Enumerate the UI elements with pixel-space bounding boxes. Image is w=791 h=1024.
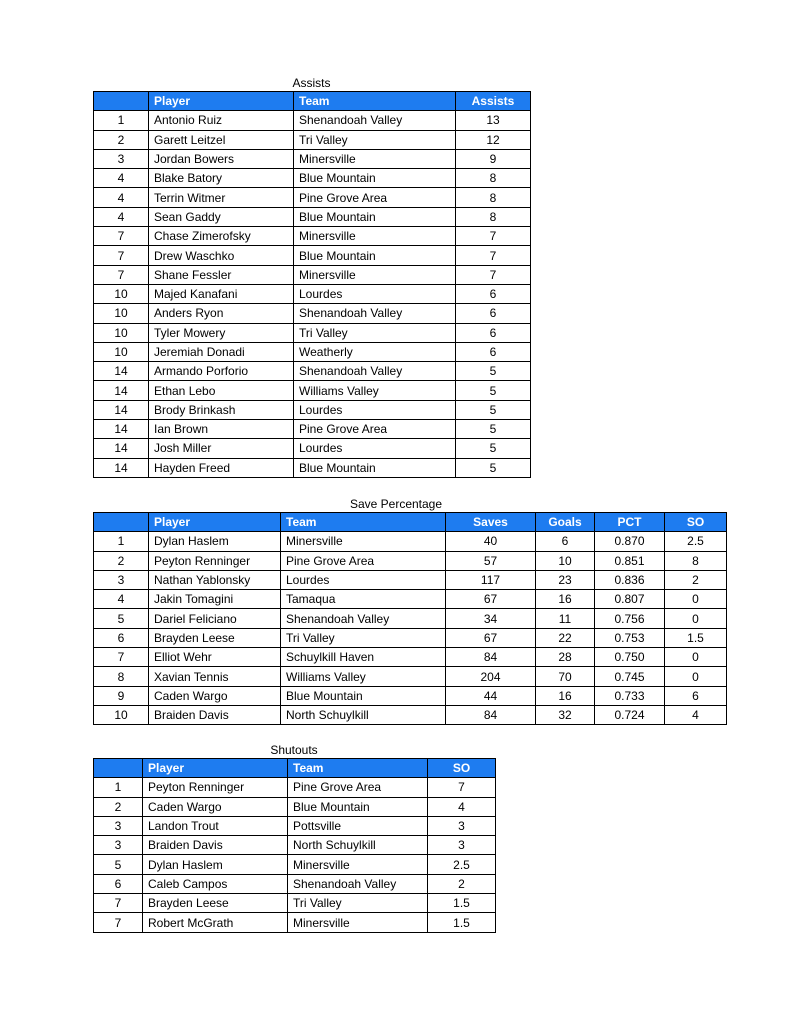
table-row (94, 149, 531, 168)
column-header-player: Player (143, 759, 288, 778)
cell-assists: 7 (456, 227, 531, 246)
cell-rank: 5 (94, 855, 143, 874)
cell-assists: 6 (456, 323, 531, 342)
cell-assists: 8 (456, 169, 531, 188)
cell-saves: 84 (446, 705, 536, 724)
cell-team: Minersville (281, 532, 446, 551)
cell-rank: 2 (94, 130, 149, 149)
cell-saves: 40 (446, 532, 536, 551)
table-row (94, 590, 727, 609)
column-header-team: Team (294, 92, 456, 111)
cell-team: Blue Mountain (294, 169, 456, 188)
cell-player: Tyler Mowery (149, 323, 294, 342)
cell-player: Nathan Yablonsky (149, 570, 281, 589)
table-row (94, 111, 531, 130)
table-row (94, 874, 496, 893)
cell-team: Lourdes (294, 400, 456, 419)
column-header-rank (94, 759, 143, 778)
cell-so: 3 (428, 816, 496, 835)
cell-player: Ethan Lebo (149, 381, 294, 400)
cell-team: Pine Grove Area (281, 551, 446, 570)
cell-rank: 10 (94, 323, 149, 342)
table-row (94, 130, 531, 149)
cell-assists: 9 (456, 149, 531, 168)
table-row (94, 284, 531, 303)
cell-rank: 10 (94, 284, 149, 303)
cell-player: Antonio Ruiz (149, 111, 294, 130)
cell-team: Weatherly (294, 342, 456, 361)
cell-so: 3 (428, 836, 496, 855)
cell-player: Brayden Leese (143, 894, 288, 913)
table-row (94, 551, 727, 570)
cell-goals: 6 (536, 532, 595, 551)
cell-so: 0 (665, 667, 727, 686)
cell-team: North Schuylkill (288, 836, 428, 855)
cell-so: 0 (665, 609, 727, 628)
table-row (94, 894, 496, 913)
cell-player: Chase Zimerofsky (149, 227, 294, 246)
cell-assists: 8 (456, 207, 531, 226)
column-header-team: Team (288, 759, 428, 778)
table-row (94, 207, 531, 226)
column-header-so: SO (428, 759, 496, 778)
cell-goals: 11 (536, 609, 595, 628)
cell-team: Shenandoah Valley (288, 874, 428, 893)
cell-team: Blue Mountain (294, 458, 456, 477)
cell-team: Tri Valley (294, 323, 456, 342)
cell-rank: 1 (94, 778, 143, 797)
cell-goals: 10 (536, 551, 595, 570)
cell-player: Caden Wargo (149, 686, 281, 705)
cell-rank: 4 (94, 169, 149, 188)
cell-player: Garett Leitzel (149, 130, 294, 149)
cell-player: Brayden Leese (149, 628, 281, 647)
cell-team: Shenandoah Valley (281, 609, 446, 628)
table-row (94, 648, 727, 667)
cell-team: Minersville (294, 149, 456, 168)
assists-title: Assists (292, 76, 331, 90)
cell-team: Blue Mountain (294, 246, 456, 265)
cell-player: Josh Miller (149, 439, 294, 458)
cell-pct: 0.851 (595, 551, 665, 570)
cell-player: Drew Waschko (149, 246, 294, 265)
save-percentage-section (93, 497, 705, 725)
cell-team: Williams Valley (294, 381, 456, 400)
cell-rank: 8 (94, 667, 149, 686)
cell-rank: 3 (94, 836, 143, 855)
cell-goals: 22 (536, 628, 595, 647)
table-row (94, 628, 727, 647)
cell-saves: 67 (446, 628, 536, 647)
cell-assists: 5 (456, 458, 531, 477)
cell-so: 8 (665, 551, 727, 570)
cell-player: Robert McGrath (143, 913, 288, 932)
cell-pct: 0.724 (595, 705, 665, 724)
cell-team: Blue Mountain (281, 686, 446, 705)
table-row (94, 667, 727, 686)
cell-player: Dariel Feliciano (149, 609, 281, 628)
cell-team: Blue Mountain (288, 797, 428, 816)
cell-assists: 5 (456, 420, 531, 439)
cell-goals: 28 (536, 648, 595, 667)
column-header-pct: PCT (595, 513, 665, 532)
table-row (94, 855, 496, 874)
shutouts-header-row (94, 759, 496, 778)
cell-team: Minersville (288, 913, 428, 932)
table-row (94, 323, 531, 342)
table-row (94, 304, 531, 323)
cell-team: Pottsville (288, 816, 428, 835)
cell-rank: 6 (94, 628, 149, 647)
cell-player: Xavian Tennis (149, 667, 281, 686)
shutouts-table (93, 758, 496, 933)
cell-team: Blue Mountain (294, 207, 456, 226)
cell-saves: 67 (446, 590, 536, 609)
cell-team: Tri Valley (281, 628, 446, 647)
table-row (94, 169, 531, 188)
cell-team: Williams Valley (281, 667, 446, 686)
cell-assists: 6 (456, 342, 531, 361)
cell-team: Schuylkill Haven (281, 648, 446, 667)
cell-so: 6 (665, 686, 727, 705)
cell-player: Anders Ryon (149, 304, 294, 323)
cell-rank: 14 (94, 362, 149, 381)
cell-rank: 7 (94, 265, 149, 284)
cell-assists: 13 (456, 111, 531, 130)
save-percentage-header-row (94, 513, 727, 532)
cell-team: Lourdes (294, 284, 456, 303)
cell-saves: 117 (446, 570, 536, 589)
cell-team: North Schuylkill (281, 705, 446, 724)
cell-team: Tri Valley (288, 894, 428, 913)
cell-rank: 4 (94, 207, 149, 226)
table-row (94, 246, 531, 265)
table-row (94, 609, 727, 628)
column-header-player: Player (149, 92, 294, 111)
cell-assists: 12 (456, 130, 531, 149)
cell-team: Minersville (288, 855, 428, 874)
cell-rank: 9 (94, 686, 149, 705)
cell-so: 4 (665, 705, 727, 724)
table-row (94, 188, 531, 207)
cell-rank: 10 (94, 342, 149, 361)
cell-so: 2 (428, 874, 496, 893)
cell-player: Caleb Campos (143, 874, 288, 893)
cell-team: Pine Grove Area (288, 778, 428, 797)
cell-pct: 0.807 (595, 590, 665, 609)
cell-rank: 1 (94, 111, 149, 130)
cell-rank: 4 (94, 590, 149, 609)
cell-pct: 0.745 (595, 667, 665, 686)
assists-section (93, 76, 530, 478)
cell-pct: 0.753 (595, 628, 665, 647)
cell-so: 2.5 (428, 855, 496, 874)
cell-rank: 2 (94, 551, 149, 570)
cell-player: Majed Kanafani (149, 284, 294, 303)
cell-assists: 5 (456, 400, 531, 419)
cell-rank: 10 (94, 304, 149, 323)
cell-so: 4 (428, 797, 496, 816)
cell-player: Terrin Witmer (149, 188, 294, 207)
table-row (94, 778, 496, 797)
cell-player: Jeremiah Donadi (149, 342, 294, 361)
cell-so: 0 (665, 590, 727, 609)
cell-rank: 7 (94, 648, 149, 667)
cell-goals: 16 (536, 686, 595, 705)
cell-so: 1.5 (428, 894, 496, 913)
cell-team: Tri Valley (294, 130, 456, 149)
cell-player: Braiden Davis (143, 836, 288, 855)
cell-rank: 14 (94, 400, 149, 419)
cell-player: Sean Gaddy (149, 207, 294, 226)
cell-rank: 14 (94, 420, 149, 439)
cell-assists: 7 (456, 265, 531, 284)
table-row (94, 362, 531, 381)
shutouts-title: Shutouts (270, 743, 318, 757)
cell-rank: 4 (94, 188, 149, 207)
table-row (94, 816, 496, 835)
cell-goals: 23 (536, 570, 595, 589)
cell-rank: 3 (94, 816, 143, 835)
column-header-team: Team (281, 513, 446, 532)
cell-team: Shenandoah Valley (294, 304, 456, 323)
cell-rank: 7 (94, 246, 149, 265)
cell-rank: 3 (94, 149, 149, 168)
table-row (94, 913, 496, 932)
cell-goals: 70 (536, 667, 595, 686)
table-row (94, 686, 727, 705)
table-row (94, 439, 531, 458)
table-row (94, 265, 531, 284)
cell-rank: 6 (94, 874, 143, 893)
cell-saves: 34 (446, 609, 536, 628)
table-row (94, 400, 531, 419)
cell-player: Peyton Renninger (143, 778, 288, 797)
table-row (94, 836, 496, 855)
cell-so: 1.5 (428, 913, 496, 932)
table-row (94, 381, 531, 400)
cell-rank: 14 (94, 439, 149, 458)
cell-so: 1.5 (665, 628, 727, 647)
cell-team: Shenandoah Valley (294, 111, 456, 130)
cell-rank: 14 (94, 381, 149, 400)
cell-pct: 0.750 (595, 648, 665, 667)
cell-player: Blake Batory (149, 169, 294, 188)
cell-player: Braiden Davis (149, 705, 281, 724)
table-row (94, 458, 531, 477)
table-row (94, 705, 727, 724)
cell-pct: 0.733 (595, 686, 665, 705)
cell-saves: 57 (446, 551, 536, 570)
column-header-assists: Assists (456, 92, 531, 111)
column-header-rank (94, 92, 149, 111)
table-row (94, 532, 727, 551)
cell-saves: 84 (446, 648, 536, 667)
cell-assists: 5 (456, 381, 531, 400)
cell-player: Jordan Bowers (149, 149, 294, 168)
column-header-rank (94, 513, 149, 532)
cell-player: Dylan Haslem (149, 532, 281, 551)
column-header-goals: Goals (536, 513, 595, 532)
save-percentage-table (93, 512, 727, 725)
cell-rank: 7 (94, 894, 143, 913)
cell-team: Minersville (294, 227, 456, 246)
cell-rank: 7 (94, 913, 143, 932)
cell-rank: 5 (94, 609, 149, 628)
cell-rank: 10 (94, 705, 149, 724)
cell-player: Elliot Wehr (149, 648, 281, 667)
cell-team: Lourdes (281, 570, 446, 589)
table-row (94, 420, 531, 439)
cell-player: Peyton Renninger (149, 551, 281, 570)
cell-rank: 2 (94, 797, 143, 816)
cell-so: 7 (428, 778, 496, 797)
cell-pct: 0.870 (595, 532, 665, 551)
cell-assists: 8 (456, 188, 531, 207)
table-row (94, 227, 531, 246)
cell-rank: 7 (94, 227, 149, 246)
cell-assists: 5 (456, 439, 531, 458)
cell-team: Minersville (294, 265, 456, 284)
cell-saves: 204 (446, 667, 536, 686)
cell-assists: 6 (456, 284, 531, 303)
table-row (94, 797, 496, 816)
cell-so: 2.5 (665, 532, 727, 551)
cell-team: Pine Grove Area (294, 188, 456, 207)
cell-assists: 6 (456, 304, 531, 323)
cell-player: Armando Porforio (149, 362, 294, 381)
save-percentage-title: Save Percentage (349, 497, 443, 511)
cell-team: Lourdes (294, 439, 456, 458)
cell-player: Ian Brown (149, 420, 294, 439)
cell-player: Caden Wargo (143, 797, 288, 816)
cell-pct: 0.756 (595, 609, 665, 628)
cell-team: Pine Grove Area (294, 420, 456, 439)
cell-rank: 3 (94, 570, 149, 589)
cell-player: Dylan Haslem (143, 855, 288, 874)
cell-player: Shane Fessler (149, 265, 294, 284)
assists-header-row (94, 92, 531, 111)
cell-player: Jakin Tomagini (149, 590, 281, 609)
cell-so: 2 (665, 570, 727, 589)
shutouts-section (93, 743, 495, 933)
cell-player: Hayden Freed (149, 458, 294, 477)
cell-team: Shenandoah Valley (294, 362, 456, 381)
cell-rank: 14 (94, 458, 149, 477)
cell-player: Landon Trout (143, 816, 288, 835)
cell-pct: 0.836 (595, 570, 665, 589)
cell-player: Brody Brinkash (149, 400, 294, 419)
column-header-saves: Saves (446, 513, 536, 532)
cell-so: 0 (665, 648, 727, 667)
cell-rank: 1 (94, 532, 149, 551)
table-row (94, 342, 531, 361)
column-header-player: Player (149, 513, 281, 532)
cell-team: Tamaqua (281, 590, 446, 609)
cell-goals: 32 (536, 705, 595, 724)
column-header-so: SO (665, 513, 727, 532)
cell-assists: 5 (456, 362, 531, 381)
assists-table (93, 91, 531, 478)
table-row (94, 570, 727, 589)
cell-assists: 7 (456, 246, 531, 265)
cell-saves: 44 (446, 686, 536, 705)
cell-goals: 16 (536, 590, 595, 609)
